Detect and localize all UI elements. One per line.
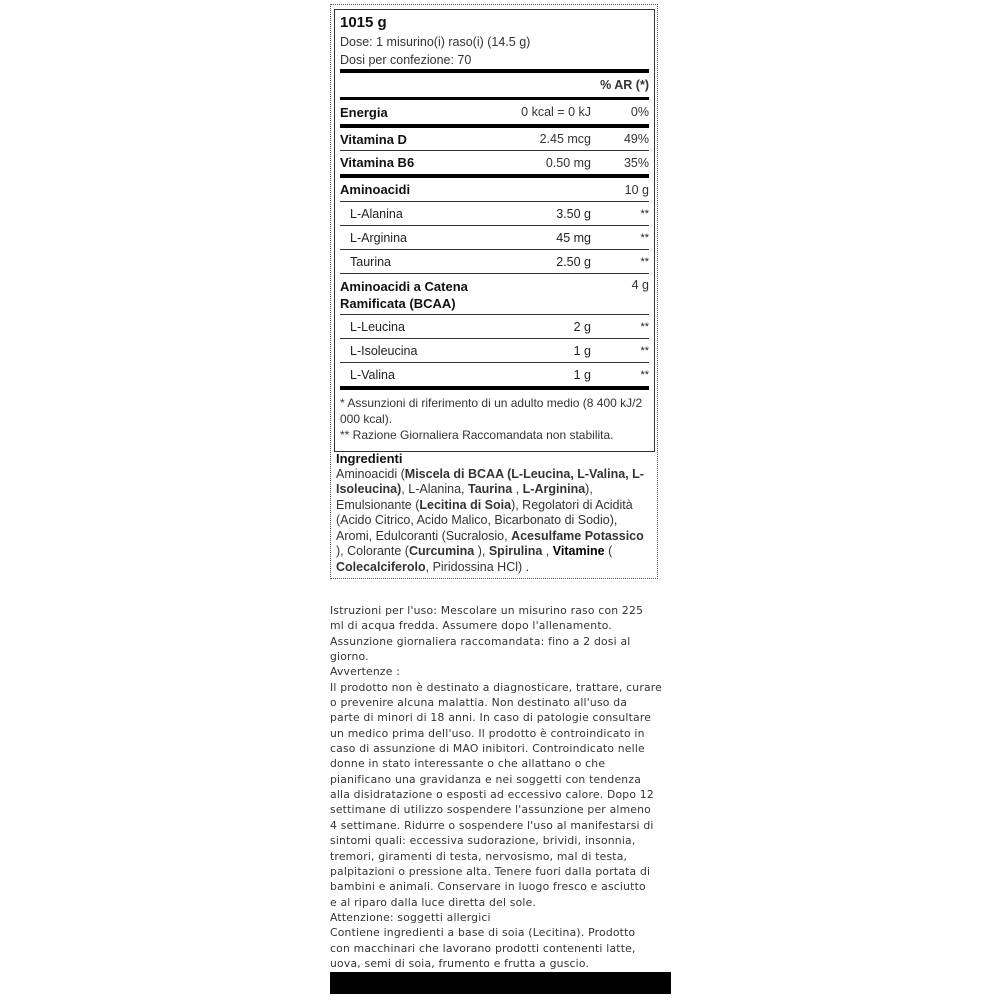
row-amount: 0.50 mg (545, 155, 591, 170)
table-row-l-valina (340, 363, 649, 386)
row-amount: 2.50 g (556, 254, 591, 269)
instruction-line: Avvertenze : (330, 665, 401, 679)
table-row-vitamin-d (340, 128, 649, 150)
row-percent: 35% (623, 155, 649, 170)
row-name: L-Isoleucina (350, 343, 418, 358)
row-amount: 2.45 mcg (539, 132, 591, 146)
instruction-line: Assunzione giornaliera raccomandata: fino a 2 dosi al (330, 634, 631, 648)
row-percent: 0% (630, 105, 649, 119)
ingredient-allergen: L-Arginina (522, 482, 586, 496)
ingredient-allergen: Taurina (468, 482, 513, 496)
usage-instructions (330, 603, 665, 971)
instruction-line: e al riparo dalla luce diretta del sole. (330, 895, 537, 909)
serving-size: Dose: 1 misurino(i) raso(i) (14.5 g) (340, 35, 531, 49)
ingredient-text: ( (604, 544, 613, 558)
row-name: L-Valina (350, 367, 395, 382)
instruction-line: bambini e animali. Conservare in luogo fresco e asciutto (330, 880, 646, 894)
table-row-aminoacids (340, 178, 649, 201)
instruction-line: tremori, giramenti di testa, nervosismo, mal di testa, (330, 849, 628, 863)
row-name: Vitamina B6 (340, 155, 415, 170)
ingredient-text: ), Colorante ( (336, 544, 409, 558)
instruction-line: alla disidratazione o esposti ad eccessivo calore. Dopo 12 (330, 788, 654, 802)
row-name: L-Leucina (350, 319, 405, 334)
row-amount: 1 g (573, 367, 591, 382)
instruction-line: un medico prima dell'uso. Il prodotto è controindicato in (330, 726, 645, 740)
ingredient-text: ), Regolatori di Acidità (Acido Citrico, Acido Malico, Bicarbonato di Sodio), Aromi, Edulcoranti (Sucralosio, (336, 497, 633, 543)
instruction-line: Contiene ingredienti a base di soia (Lecitina). Prodotto (330, 926, 636, 940)
instruction-line: o prevenire alcuna malattia. Non destinato all'uso da (330, 696, 628, 710)
instruction-line: parte di minori di 18 anni. In caso di patologie consultare (330, 711, 652, 725)
row-name: Aminoacidi (340, 182, 411, 197)
net-weight: 1015 g (340, 14, 387, 31)
product-label (330, 4, 658, 579)
row-name: L-Alanina (350, 206, 403, 221)
nutrition-facts-table (334, 9, 655, 452)
servings-per-pack: Dosi per confezione: 70 (340, 53, 472, 67)
ingredients-text (336, 467, 654, 576)
ingredient-allergen: Colecalciferolo (336, 559, 426, 574)
row-percent: ** (640, 207, 649, 220)
instruction-line: giorno. (330, 650, 369, 664)
ingredient-text: , L-Alanina, (401, 482, 469, 496)
row-percent: 4 g (631, 278, 649, 292)
row-percent: ** (640, 368, 649, 381)
ingredient-text: Aminoacidi ( (336, 466, 405, 481)
ingredient-text: , (512, 482, 523, 496)
row-percent: ** (640, 231, 649, 244)
ingredient-allergen: Vitamine (552, 544, 605, 558)
row-name: L-Arginina (350, 230, 407, 245)
instruction-line: sintomi quali: eccessiva sudorazione, brividi, insonnia, (330, 834, 636, 848)
instruction-line: donne in stato interessante o che allattano o che (330, 757, 606, 771)
black-footer-bar (330, 972, 671, 994)
instruction-line: 4 settimane. Ridurre o sospendere l'uso al manifestarsi di (330, 818, 654, 832)
instruction-line: palpitazioni o pressione alta. Tenere fuori dalla portata di (330, 864, 651, 878)
table-row-energy (340, 100, 649, 124)
row-percent: ** (640, 320, 649, 333)
row-name: Vitamina D (340, 131, 407, 147)
row-amount: 2 g (573, 319, 591, 334)
table-row-l-alanina (340, 202, 649, 225)
footnote-rda: ** Razione Giornaliera Raccomandata non stabilita. (340, 428, 614, 442)
ingredient-text: ), Emulsionante ( (336, 482, 593, 512)
instruction-line: Il prodotto non è destinato a diagnosticare, trattare, curare (330, 680, 663, 694)
row-amount: 3.50 g (556, 206, 591, 221)
ar-header: % AR (*) (600, 78, 649, 92)
table-row-l-arginina (340, 226, 649, 249)
instruction-line: Attenzione: soggetti allergici (330, 910, 491, 924)
row-percent: ** (640, 344, 649, 357)
ingredient-allergen: Curcumina (408, 544, 475, 558)
ingredient-allergen: Lecitina di Soia (419, 497, 512, 512)
instruction-line: pianificano una gravidanza e nei soggetti con tendenza (330, 772, 642, 786)
instruction-line: uova, semi di soia, frumento e frutta a guscio. (330, 956, 590, 970)
row-name (340, 278, 511, 312)
row-name: Energia (340, 104, 388, 120)
footnote-reference-intake: * Assunzioni di riferimento di un adulto medio (8 400 kJ/2 000 kcal). (340, 396, 643, 426)
instruction-line: caso di assunzione di MAO inibitori. Controindicato nelle (330, 742, 645, 756)
instruction-line: settimane di utilizzo sospendere l'assunzione per almeno (330, 803, 651, 817)
ingredient-text: , Piridossina HCl) . (425, 559, 530, 574)
footnotes (340, 390, 649, 443)
row-name: Taurina (350, 254, 391, 269)
ingredient-allergen: Miscela di BCAA (L-Leucina, L-Valina, L-Isoleucina) (336, 466, 644, 496)
table-row-l-isoleucina (340, 339, 649, 362)
ingredient-text: , (542, 544, 553, 558)
row-amount: 45 mg (556, 230, 591, 245)
row-name-line2: Ramificata (BCAA) (340, 296, 456, 311)
table-row-taurina (340, 250, 649, 273)
table-header (340, 73, 649, 97)
ingredient-allergen: Acesulfame Potassico (511, 528, 644, 543)
instruction-line: ml di acqua fredda. Assumere dopo l'allenamento. (330, 619, 612, 633)
table-row-bcaa (340, 274, 649, 314)
table-row-vitamin-b6 (340, 151, 649, 174)
table-row-l-leucina (340, 315, 649, 338)
row-percent: 49% (623, 132, 649, 146)
instruction-line: con macchinari che lavorano prodotti contenenti latte, (330, 941, 636, 955)
row-name-line1: Aminoacidi a Catena (340, 279, 468, 294)
instruction-line: Istruzioni per l'uso: Mescolare un misurino raso con 225 (330, 604, 644, 617)
row-percent: 10 g (624, 182, 649, 197)
row-amount: 1 g (573, 343, 591, 358)
row-amount: 0 kcal = 0 kJ (521, 105, 591, 119)
ingredients-section (336, 451, 654, 575)
ingredient-allergen: Spirulina (488, 544, 543, 558)
ingredient-text: ), (474, 544, 489, 558)
ingredients-heading: Ingredienti (336, 451, 403, 466)
row-percent: ** (640, 255, 649, 268)
